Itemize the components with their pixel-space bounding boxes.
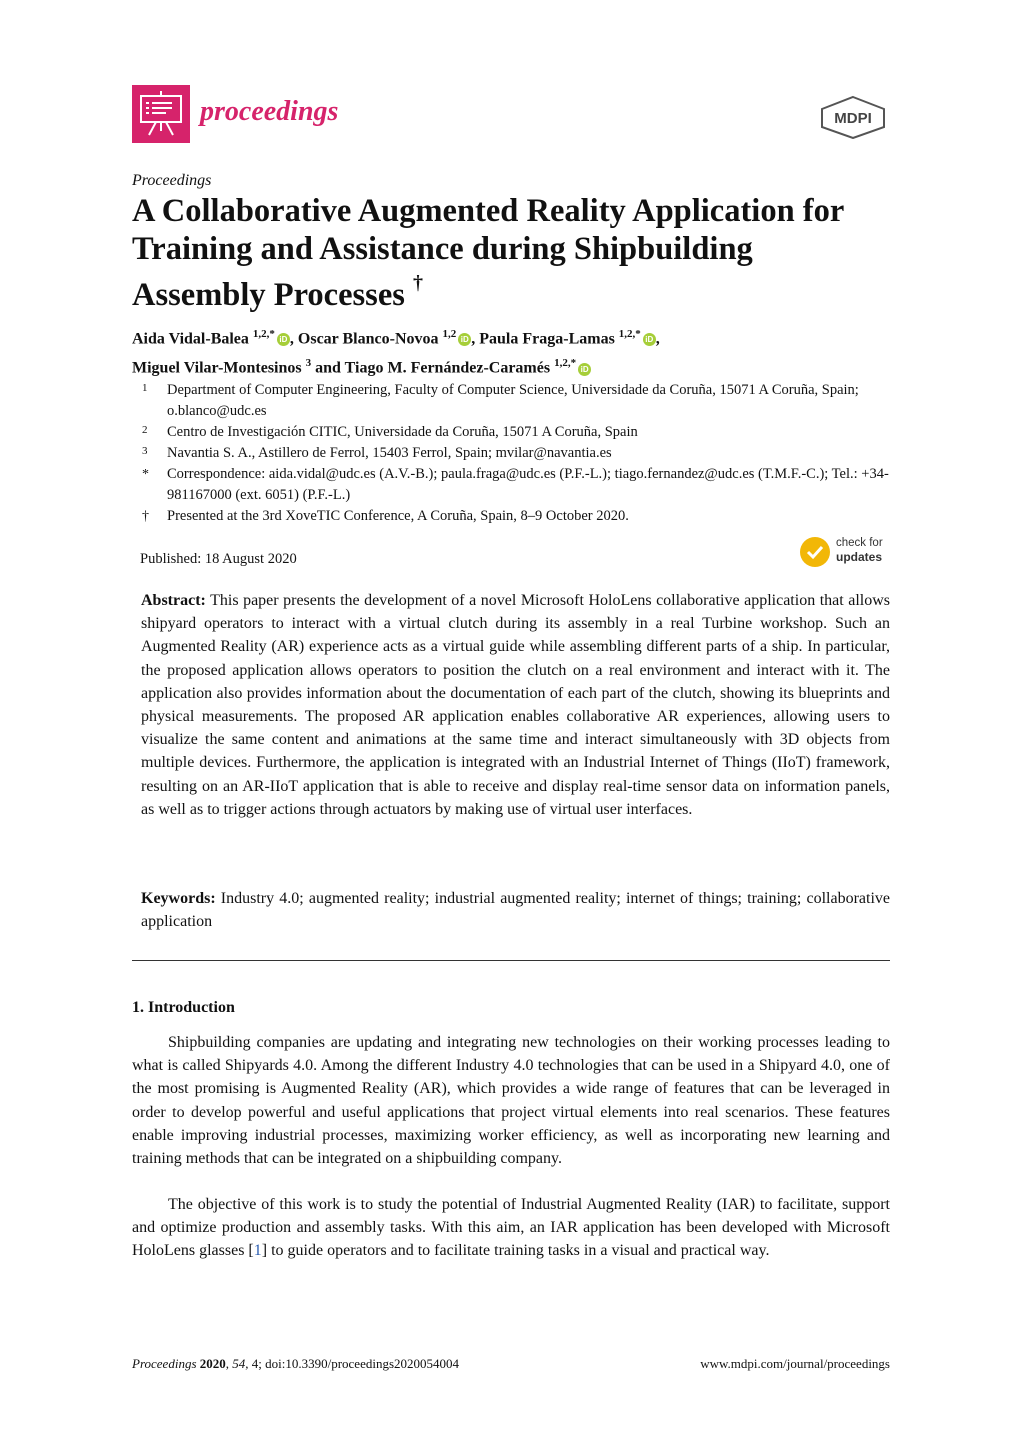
affiliation-marker: 1 xyxy=(142,382,148,394)
author-separator: , xyxy=(471,330,480,348)
affiliation-text: Presented at the 3rd XoveTIC Conference, A Coruña, Spain, 8–9 October 2020. xyxy=(167,508,629,524)
check-updates-line1: check for xyxy=(836,537,883,549)
intro-paragraph-1: Shipbuilding companies are updating and integrating new technologies on their working processes leading to what is called Shipyards 4.0. Among the different Industry 4.0 technologies that can be used in a Shipyard 4.0, one of the most promising is Augmented Reality (AR), which provides a wide range of features that can be leveraged in order to develop powerful and useful applications that project virtual elements into real scenarios. These features enable improving industrial processes, maximizing worker efficiency, as well as incorporating new learning and training methods that can be integrated on a shipbuilding company. xyxy=(132,1034,890,1168)
title-text: A Collaborative Augmented Reality Application for Training and Assistance during Shipbuilding Assembly Processes xyxy=(132,193,844,313)
footer-volume: 54 xyxy=(232,1356,246,1371)
citation-link[interactable]: 1 xyxy=(253,1242,262,1260)
easel-icon xyxy=(132,85,190,143)
correspondence xyxy=(132,464,892,506)
orcid-icon[interactable]: iD xyxy=(458,333,471,346)
paragraph-text: The objective of this work is to study the potential of Industrial Augmented Reality (IAR) to facilitate, support and optimize production and assembly tasks. With this aim, an IAR application has been developed with Microsoft HoloLens glasses [ xyxy=(132,1196,890,1260)
journal-logo xyxy=(132,85,190,143)
author-affiliation-sup: 1,2,* xyxy=(554,357,577,370)
conference-note xyxy=(132,506,892,527)
author-affiliation-sup: 1,2 xyxy=(442,328,457,340)
footer-url[interactable]: www.mdpi.com/journal/proceedings xyxy=(700,1356,890,1371)
footer-citation: Proceedings 2020, 54, 4; doi:10.3390/proceedings2020054004 xyxy=(132,1356,460,1371)
mdpi-logo[interactable] xyxy=(818,95,888,139)
footer-journal: Proceedings xyxy=(132,1356,197,1371)
mdpi-logo-text: MDPI xyxy=(834,110,872,127)
author-affiliation-sup: 1,2,* xyxy=(618,328,641,340)
affiliation-text: Navantia S. A., Astillero de Ferrol, 15403 Ferrol, Spain; mvilar@navantia.es xyxy=(167,445,612,461)
affiliations xyxy=(132,380,892,527)
affiliation-item xyxy=(132,443,892,464)
author-affiliation-sup: 1,2,* xyxy=(252,328,275,340)
author-name: Miguel Vilar-Montesinos xyxy=(132,359,302,377)
check-updates-line2: updates xyxy=(836,550,883,564)
abstract-text: This paper presents the development of a novel Microsoft HoloLens collaborative application that allows shipyard operators to interact with a virtual clutch during its assembly in a real Turbine workshop. Such an Augmented Reality (AR) experience acts as a virtual guide while assembling different parts of a ship. In particular, the proposed application allows operators to position the clutch on a real environment and interact with it. The application also provides information about the documentation of each part of the clutch, showing its blueprints and physical measurements. The proposed AR application enables collaborative AR experiences, allowing users to visualize the same content and animations at the same time and interact simultaneously with 3D objects from multiple devices. Furthermore, the application is integrated with an Industrial Internet of Things (IIoT) framework, resulting on an AR-IIoT application that is able to receive and display real-time sensor data on information panels, as well as to trigger actions through actuators by making use of virtual user interfaces. xyxy=(141,592,890,818)
journal-name: proceedings xyxy=(200,96,339,127)
orcid-icon[interactable]: iD xyxy=(643,333,656,346)
affiliation-item xyxy=(132,380,892,422)
affiliation-marker: * xyxy=(142,467,149,482)
affiliation-item xyxy=(132,422,892,443)
paper-title xyxy=(132,192,892,314)
author-list xyxy=(132,322,892,381)
check-for-updates-button[interactable] xyxy=(800,535,892,569)
author-name: Paula Fraga-Lamas xyxy=(479,330,615,348)
footer-doi[interactable]: , 4; doi:10.3390/proceedings2020054004 xyxy=(245,1356,460,1371)
author-separator: , xyxy=(655,330,660,348)
paragraph-text: ] to guide operators and to facilitate training tasks in a visual and practical way. xyxy=(261,1242,770,1260)
title-dagger: † xyxy=(413,272,424,294)
affiliation-marker: 2 xyxy=(142,424,148,436)
journal-type: Proceedings xyxy=(132,172,212,189)
abstract xyxy=(141,589,890,821)
section-heading: 1. Introduction xyxy=(132,999,235,1016)
section-divider xyxy=(132,960,890,961)
author-name: Tiago M. Fernández-Caramés xyxy=(344,359,551,377)
affiliation-text: Centro de Investigación CITIC, Universidade da Coruña, 15071 A Coruña, Spain xyxy=(167,424,638,440)
published-date: Published: 18 August 2020 xyxy=(140,551,297,567)
abstract-label: Abstract: xyxy=(141,592,206,609)
orcid-icon[interactable]: iD xyxy=(578,363,591,376)
affiliation-text: Correspondence: aida.vidal@udc.es (A.V.-B.); paula.fraga@udc.es (P.F.-L.); tiago.fernandez@udc.es (T.M.F.-C.); Tel.: +34-981167000 (ext. 6051) (P.F.-L.) xyxy=(167,466,889,503)
intro-paragraph-2 xyxy=(132,1193,890,1263)
author-name: Oscar Blanco-Novoa xyxy=(297,330,439,348)
keywords-text: Industry 4.0; augmented reality; industrial augmented reality; internet of things; training; collaborative application xyxy=(141,890,890,931)
author-separator: , xyxy=(289,330,298,348)
orcid-icon[interactable]: iD xyxy=(277,333,290,346)
author-separator: and xyxy=(311,359,345,377)
author-affiliation-sup: 3 xyxy=(305,357,312,370)
keywords-label: Keywords: xyxy=(141,890,216,907)
footer-year: 2020 xyxy=(199,1356,226,1371)
affiliation-marker: 3 xyxy=(142,445,148,457)
affiliation-marker: † xyxy=(142,509,149,524)
author-name: Aida Vidal-Balea xyxy=(132,330,249,348)
affiliation-text: Department of Computer Engineering, Faculty of Computer Science, Universidade da Coruña, 15071 A Coruña, Spain; o.blanco@udc.es xyxy=(167,382,859,419)
keywords xyxy=(141,887,890,933)
checkmark-icon xyxy=(800,537,830,567)
